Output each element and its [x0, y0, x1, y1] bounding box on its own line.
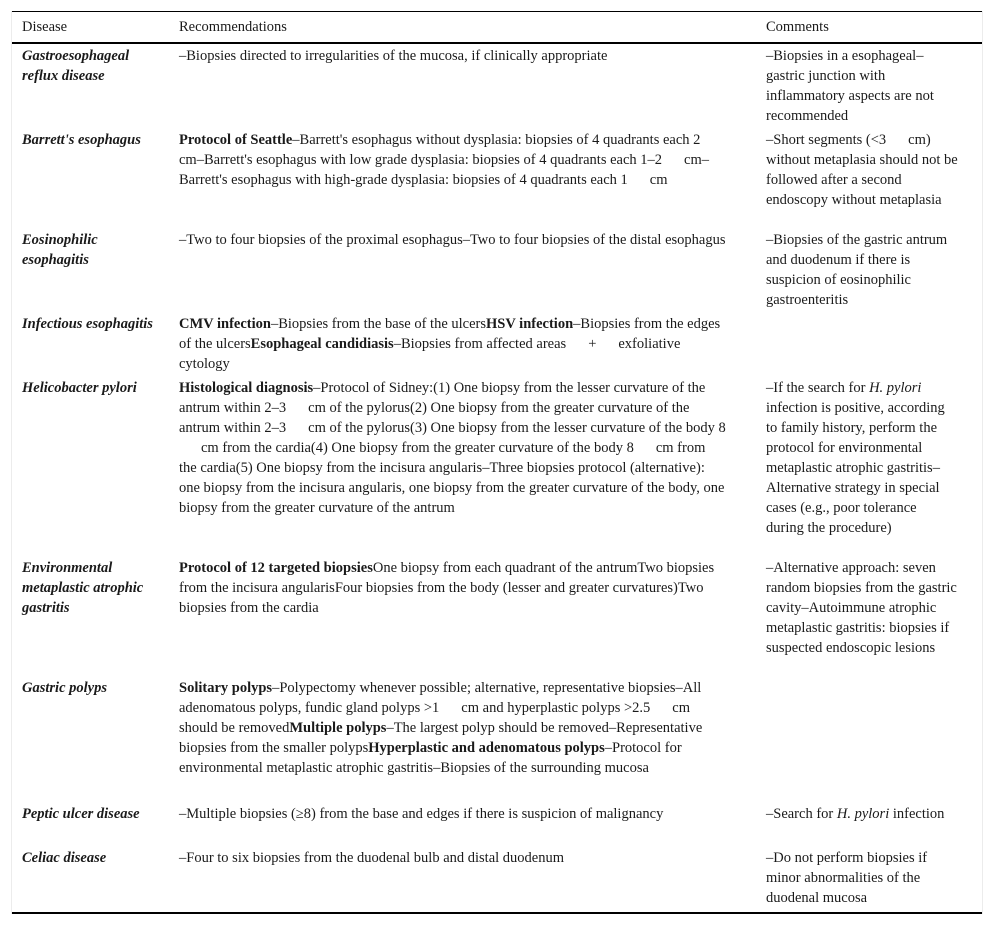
text-segment: infection is positive, according to family history, perform the protocol for environmental metaplastic atrophic gastritis–Alternative strategy in special cases (e.g., poor tolerance during the procedure)	[766, 400, 945, 536]
text-segment: One biopsy from each quadrant of the antrumTwo biopsies from the incisura angularisFour biopsies from the body (lesser and greater curvatures)Two biopsies from the cardia	[179, 560, 715, 616]
text-segment: –The largest polyp should be removed–Representative biopsies from the smaller polyps	[179, 720, 703, 756]
recommendations-cell	[169, 128, 756, 228]
text-segment: cm) without metaplasia should not be followed after a second endoscopy without metaplasia	[766, 132, 958, 208]
table-row	[12, 802, 982, 846]
recommendations-cell	[169, 43, 756, 128]
comments-cell	[756, 128, 982, 228]
text-segment: –Protocol for environmental metaplastic atrophic gastritis–Biopsies of the surrounding mucosa	[179, 740, 682, 776]
comments-cell	[756, 312, 982, 376]
bold-heading: Solitary polyps	[179, 680, 273, 696]
text-segment: +	[588, 336, 597, 352]
bold-heading: HSV infection	[486, 316, 574, 332]
bold-heading: CMV infection	[179, 316, 271, 332]
text-segment: cm from the cardia(5) One biopsy from the incisura angularis–Three biopsies protocol (alternative): one biopsy from the incisura angularis, one biopsy from the greater curvature of the body, one biopsy from the greater curvature of the antrum	[179, 440, 725, 516]
text-segment: infection	[889, 806, 945, 822]
text-segment: exfoliative cytology	[179, 336, 681, 372]
header-comments: Comments	[756, 12, 982, 44]
comments-cell	[756, 802, 982, 846]
header-disease: Disease	[12, 12, 169, 44]
table-header	[12, 12, 982, 44]
text-segment: –Biopsies from affected areas	[393, 336, 567, 352]
text-segment: cm–Barrett's esophagus with high-grade dysplasia: biopsies of 4 quadrants each 1	[179, 152, 709, 188]
comments-cell	[756, 228, 982, 312]
recommendations-cell	[169, 556, 756, 676]
text-segment: –Polypectomy whenever possible; alternative, representative biopsies–All adenomatous polyps, fundic gland polyps >1	[179, 680, 702, 716]
text-segment: –Barrett's esophagus without dysplasia: biopsies of 4 quadrants each 2	[292, 132, 701, 148]
text-segment: cm from the cardia(4) One biopsy from the greater curvature of the body 8	[201, 440, 634, 456]
recommendations-cell	[169, 846, 756, 913]
text-segment: –Multiple biopsies (≥8) from the base and edges if there is suspicion of malignancy	[179, 806, 664, 822]
text-segment: cm of the pylorus(3) One biopsy from the lesser curvature of the body 8	[308, 420, 726, 436]
header-recommendations: Recommendations	[169, 12, 756, 44]
text-segment: –Biopsies in a esophageal–gastric junction with inflammatory aspects are not recommended	[766, 48, 934, 124]
table-body	[12, 43, 982, 913]
text-segment: –Two to four biopsies of the proximal esophagus–Two to four biopsies of the distal esophagus	[179, 232, 726, 248]
recommendations-cell	[169, 676, 756, 802]
table-row	[12, 556, 982, 676]
italic-term: H. pylori	[836, 806, 890, 822]
comments-cell	[756, 676, 982, 802]
text-segment: cm–Barrett's esophagus with low grade dysplasia: biopsies of 4 quadrants each 1–2	[179, 152, 663, 168]
table-row	[12, 128, 982, 228]
table-row	[12, 228, 982, 312]
text-segment: –Short segments (<3	[766, 132, 887, 148]
comments-cell	[756, 556, 982, 676]
bold-heading: Protocol of 12 targeted biopsies	[179, 560, 373, 576]
bold-heading: Histological diagnosis	[179, 380, 314, 396]
table-row	[12, 312, 982, 376]
text-segment: –Protocol of Sidney:(1) One biopsy from the lesser curvature of the antrum within 2–3	[179, 380, 706, 416]
text-segment: –Biopsies directed to irregularities of the mucosa, if clinically appropriate	[179, 48, 608, 64]
bold-heading: Esophageal candidiasis	[250, 336, 394, 352]
disease-cell: Peptic ulcer disease	[22, 806, 140, 822]
table-row	[12, 846, 982, 913]
bold-heading: Hyperplastic and adenomatous polyps	[368, 740, 605, 756]
recommendations-cell	[169, 376, 756, 556]
disease-cell: Gastroesophageal reflux disease	[22, 48, 130, 84]
disease-cell: Environmental metaplastic atrophic gastritis	[22, 560, 144, 616]
text-segment: –Biopsies from the base of the ulcers	[270, 316, 486, 332]
bold-heading: Multiple polyps	[289, 720, 387, 736]
text-segment: –If the search for	[766, 380, 870, 396]
text-segment: –Alternative approach: seven random biopsies from the gastric cavity–Autoimmune atrophic metaplastic gastritis: biopsies if suspected endoscopic lesions	[766, 560, 957, 656]
disease-cell: Helicobacter pylori	[22, 380, 137, 396]
disease-cell: Infectious esophagitis	[22, 316, 153, 332]
disease-cell: Eosinophilic esophagitis	[22, 232, 98, 268]
text-segment: –Search for	[766, 806, 837, 822]
text-segment: –Four to six biopsies from the duodenal bulb and distal duodenum	[179, 850, 565, 866]
recommendations-cell	[169, 802, 756, 846]
text-segment: cm	[649, 172, 668, 188]
header-row	[12, 12, 982, 44]
italic-term: H. pylori	[869, 380, 922, 396]
text-segment: –Do not perform biopsies if minor abnormalities of the duodenal mucosa	[766, 850, 928, 906]
comments-cell	[756, 43, 982, 128]
text-segment: cm should be removed	[179, 700, 691, 736]
bold-heading: Protocol of Seattle	[179, 132, 293, 148]
recommendations-cell	[169, 312, 756, 376]
comments-cell	[756, 846, 982, 913]
disease-cell: Barrett's esophagus	[22, 132, 141, 148]
text-segment: –Biopsies of the gastric antrum and duodenum if there is suspicion of eosinophilic gastroenteritis	[766, 232, 948, 308]
text-segment: cm of the pylorus(2) One biopsy from the greater curvature of the antrum within 2–3	[179, 400, 690, 436]
table-row	[12, 43, 982, 128]
table-row	[12, 376, 982, 556]
text-segment: cm and hyperplastic polyps >2.5	[461, 700, 651, 716]
disease-cell: Gastric polyps	[22, 680, 107, 696]
biopsy-recommendations-table	[12, 11, 982, 914]
recommendations-cell	[169, 228, 756, 312]
table-container	[11, 11, 983, 914]
text-segment: –Biopsies from the edges of the ulcers	[179, 316, 721, 352]
comments-cell	[756, 376, 982, 556]
table-row	[12, 676, 982, 802]
disease-cell: Celiac disease	[12, 846, 169, 913]
